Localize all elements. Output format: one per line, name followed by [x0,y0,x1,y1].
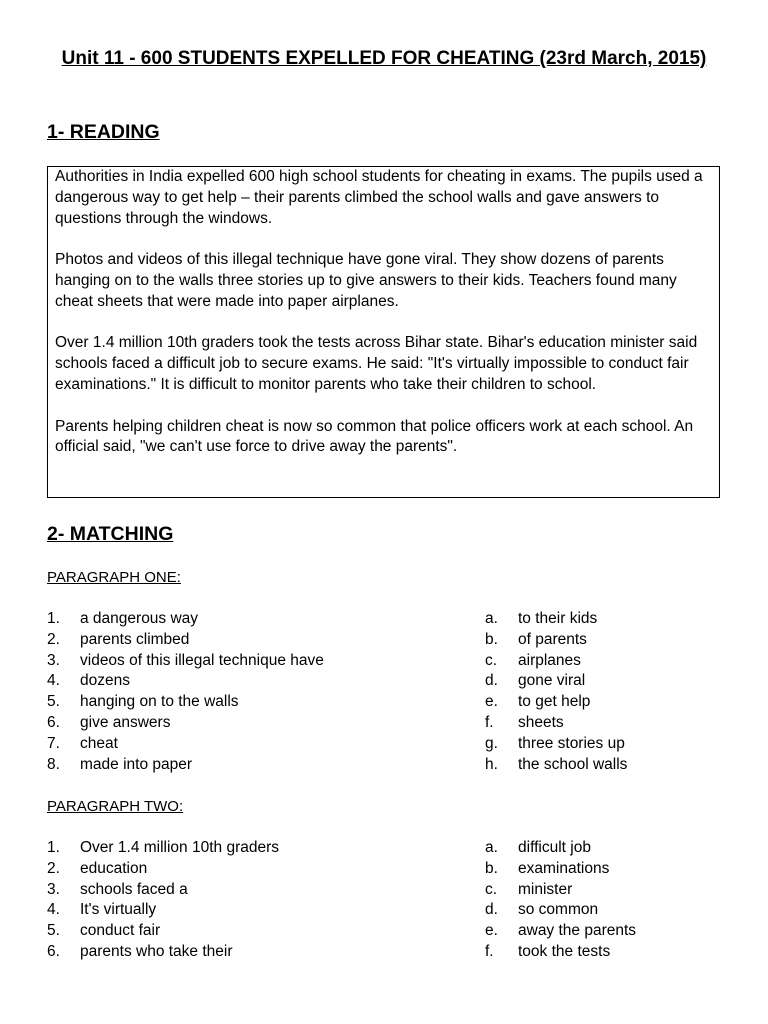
list-item: 2. parents climbed [47,630,190,648]
list-item: 4. It's virtually [47,901,157,919]
list-item: 5. conduct fair [47,922,161,940]
paragraph-two-label: PARAGRAPH TWO: [47,798,184,815]
list-item: 6. parents who take their [47,942,233,960]
paragraph-two-right-list [485,838,636,963]
paragraph-one-left-list [47,609,324,775]
list-item: 1. a dangerous way [47,610,199,627]
paragraph-one-right-list [485,609,627,775]
list-item: f. sheets [485,713,564,731]
reading-heading: 1- READING [47,121,160,143]
list-item: e. to get help [485,693,591,711]
list-item: b. of parents [485,630,587,648]
list-item: 3. videos of this illegal technique have [47,651,324,669]
reading-paragraph: Authorities in India expelled 600 high school students for cheating in exams. The pupils used a dangerous way to get help – their parents climbed the school walls and gave answers to questions through the windows. [55,168,703,227]
page-title: Unit 11 - 600 STUDENTS EXPELLED FOR CHEATING (23rd March, 2015) [61,48,707,69]
list-item: 3. schools faced a [47,880,188,898]
list-item: 8. made into paper [47,755,193,773]
reading-paragraph: Over 1.4 million 10th graders took the tests across Bihar state. Bihar's education minister said schools faced a difficult job to secure exams. He said: "It's virtually impossible to conduct fair examinations." It is difficult to monitor parents who take their children to school. [55,334,698,393]
reading-paragraph: Photos and videos of this illegal technique have gone viral. They show dozens of parents hanging on to the walls three stories up to give answers to their kids. Teachers found many cheat sheets that were made into paper airplanes. [55,251,677,310]
list-item: b. examinations [485,859,610,877]
list-item: 2. education [47,859,148,877]
list-item: d. gone viral [485,672,586,690]
list-item: 1. Over 1.4 million 10th graders [47,839,280,856]
matching-heading: 2- MATCHING [47,523,174,545]
paragraph-two-left-list [47,838,279,963]
list-item: 5. hanging on to the walls [47,693,239,711]
list-item: c. airplanes [485,651,581,669]
list-item: 7. cheat [47,734,118,752]
list-item: e. away the parents [485,922,637,940]
list-item: h. the school walls [485,755,628,773]
list-item: a. to their kids [485,610,598,627]
list-item: d. so common [485,901,599,919]
list-item: c. minister [485,880,573,898]
paragraph-one-label: PARAGRAPH ONE: [47,569,181,586]
list-item: a. difficult job [485,839,591,856]
list-item: f. took the tests [485,942,611,960]
list-item: g. three stories up [485,734,625,752]
reading-passage-box [47,166,720,498]
list-item: 6. give answers [47,713,171,731]
reading-paragraph: Parents helping children cheat is now so common that police officers work at each school. An official said, "we can't use force to drive away the parents". [55,417,694,456]
list-item: 4. dozens [47,672,130,690]
